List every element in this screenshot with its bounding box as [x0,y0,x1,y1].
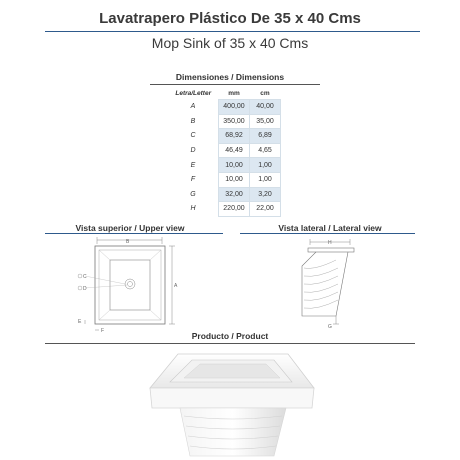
row-mm: 350,00 [219,114,250,129]
product-title: Producto / Product [191,331,269,341]
title-divider [45,31,420,32]
dimensions-header-row [168,87,281,100]
row-cm: 4,65 [250,143,281,158]
product-illustration [140,348,320,458]
label-g: G [328,324,332,330]
page-title: Lavatrapero Plástico De 35 x 40 Cms [99,10,361,27]
page-subtitle: Mop Sink of 35 x 40 Cms [151,35,309,51]
row-letter: F [190,176,196,184]
table-row [168,202,281,217]
table-row [168,172,281,187]
column-header-letter: Letra/Letter [175,89,212,97]
row-letter: A [190,103,196,111]
upper-view-title: Vista superior / Upper view [75,223,185,233]
row-cm: 3,20 [250,187,281,202]
row-mm: 68,92 [219,129,250,144]
label-b: B [126,239,130,245]
label-c: C [83,274,87,280]
lateral-view-drawing [290,236,370,336]
product-image [140,348,320,458]
table-row [168,158,281,173]
column-header-cm: cm [260,89,270,97]
row-letter: E [190,161,196,169]
lateral-view-svg [290,236,370,336]
row-letter: D [190,147,196,155]
upper-view-svg [70,236,190,336]
row-mm: 10,00 [219,158,250,173]
product-divider [45,343,415,344]
table-row [168,114,281,129]
row-letter: G [190,190,196,198]
row-cm: 22,00 [250,202,281,217]
row-mm: 220,00 [219,202,250,217]
row-letter: H [190,205,196,213]
row-letter: C [190,132,196,140]
label-a: A [174,283,178,289]
row-letter: B [190,117,196,125]
row-cm: 1,00 [250,158,281,173]
table-row [168,143,281,158]
label-d: D [83,286,87,292]
label-h: H [328,240,332,246]
row-cm: 40,00 [250,100,281,115]
table-row [168,129,281,144]
label-e: E [78,319,82,325]
row-cm: 6,89 [250,129,281,144]
row-mm: 10,00 [219,172,250,187]
column-header-mm: mm [228,89,240,97]
lateral-view-divider [240,233,415,234]
upper-view-divider [45,233,223,234]
dimensions-table [168,87,281,217]
row-cm: 1,00 [250,172,281,187]
row-mm: 32,00 [219,187,250,202]
dimensions-title: Dimensiones / Dimensions [175,72,285,82]
dimensions-table-wrap [168,87,281,217]
upper-view-drawing [70,236,190,336]
dimensions-divider [150,84,320,85]
lateral-view-title: Vista lateral / Lateral view [278,223,382,233]
row-cm: 35,00 [250,114,281,129]
row-mm: 400,00 [219,100,250,115]
label-f: F [101,328,105,334]
table-row [168,100,281,115]
row-mm: 46,49 [219,143,250,158]
table-row [168,187,281,202]
